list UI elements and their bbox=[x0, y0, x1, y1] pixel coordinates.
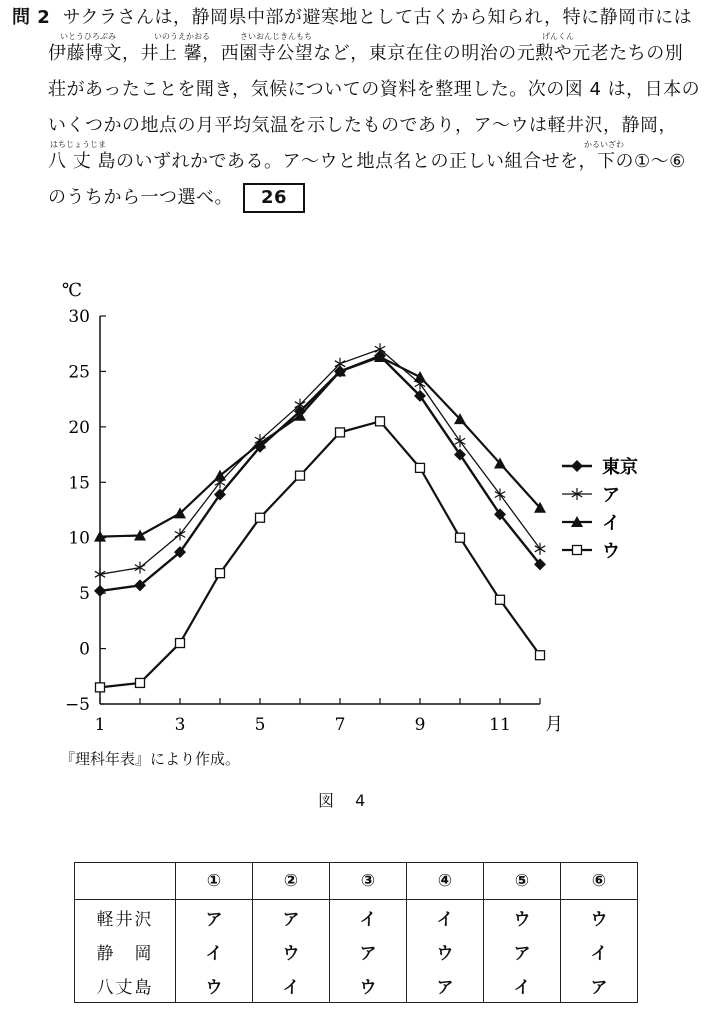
table-cell: イ bbox=[330, 900, 407, 935]
x-tick-label: 9 bbox=[414, 715, 426, 735]
answer-table bbox=[74, 862, 638, 1003]
temperature-line-chart bbox=[0, 268, 722, 743]
data-point bbox=[416, 463, 425, 472]
x-tick-label: 11 bbox=[489, 715, 511, 735]
data-point bbox=[96, 683, 105, 692]
table-cell: ア bbox=[253, 900, 330, 935]
table-cell: ウ bbox=[484, 900, 561, 935]
chart-axes bbox=[100, 316, 540, 704]
series-line bbox=[100, 421, 540, 687]
ruby-text: げんくん bbox=[542, 32, 574, 41]
legend-entry bbox=[562, 513, 620, 534]
x-axis-label: 月 bbox=[545, 714, 563, 735]
table-header-cell: ⑤ bbox=[484, 863, 561, 900]
y-tick-label: 30 bbox=[68, 307, 90, 327]
data-point bbox=[376, 417, 385, 426]
data-point bbox=[414, 371, 426, 382]
series-0 bbox=[94, 350, 546, 597]
question-line-text: 八 丈 島のいずれかである。ア～ウと地点名との正しい組合せを，下の①～⑥ bbox=[48, 151, 686, 172]
table-header-cell bbox=[75, 863, 176, 900]
table-header-cell: ⑥ bbox=[561, 863, 638, 900]
ruby-text: いのうえかおる bbox=[154, 32, 210, 41]
table-cell: ア bbox=[561, 968, 638, 1003]
data-point bbox=[216, 569, 225, 578]
table-cell: イ bbox=[176, 934, 253, 968]
table-cell: ウ bbox=[407, 934, 484, 968]
question-line bbox=[12, 72, 712, 108]
x-tick-label: 7 bbox=[334, 715, 346, 735]
data-point bbox=[456, 533, 465, 542]
table-header-cell: ③ bbox=[330, 863, 407, 900]
series-1 bbox=[95, 343, 545, 580]
series-line bbox=[100, 356, 540, 591]
legend-label: ア bbox=[602, 485, 620, 506]
table-cell: イ bbox=[561, 934, 638, 968]
data-point bbox=[336, 428, 345, 437]
table-row bbox=[75, 900, 638, 935]
ruby-text: はちじょうじま bbox=[50, 140, 106, 149]
data-point bbox=[296, 471, 305, 480]
table-row bbox=[75, 934, 638, 968]
x-tick-label: 3 bbox=[174, 715, 186, 735]
question-line-text: 伊藤博文，井上 馨，西園寺公望など，東京在住の明治の元勲や元老たちの別 bbox=[48, 43, 684, 64]
figure-caption: 図 4 bbox=[318, 791, 374, 810]
legend-marker bbox=[573, 546, 582, 555]
table-row bbox=[75, 968, 638, 1003]
question-line bbox=[12, 140, 712, 180]
series-3 bbox=[96, 417, 545, 692]
table-cell: イ bbox=[484, 968, 561, 1003]
table-cell: ウ bbox=[176, 968, 253, 1003]
table-cell: ア bbox=[484, 934, 561, 968]
ruby-text: いとうひろぶみ bbox=[60, 32, 116, 41]
legend-entry bbox=[562, 456, 638, 478]
question-line-text: 荘があったことを聞き，気候についての資料を整理した。次の図 4 は，日本の bbox=[48, 79, 701, 100]
table-header-cell: ④ bbox=[407, 863, 484, 900]
table-cell: ウ bbox=[561, 900, 638, 935]
table-cell: ア bbox=[330, 934, 407, 968]
question-label: 問 2 bbox=[12, 7, 51, 28]
x-tick-label: 1 bbox=[94, 715, 106, 735]
data-point bbox=[176, 639, 185, 648]
table-row-label: 八丈島 bbox=[75, 968, 176, 1003]
answer-table-header-row bbox=[75, 863, 638, 900]
data-point bbox=[496, 595, 505, 604]
question-line-text: サクラさんは，静岡県中部が避寒地として古くから知られ，特に静岡市には bbox=[62, 7, 693, 28]
table-header-cell: ① bbox=[176, 863, 253, 900]
legend-entry bbox=[562, 541, 620, 562]
y-tick-label: 20 bbox=[68, 417, 90, 438]
legend-label: 東京 bbox=[602, 457, 638, 478]
table-header-cell: ② bbox=[253, 863, 330, 900]
table-row-label: 軽井沢 bbox=[75, 900, 176, 935]
question-line-text: いくつかの地点の月平均気温を示したものであり，ア～ウは軽井沢，静岡， bbox=[48, 115, 677, 136]
question-text bbox=[12, 0, 712, 216]
legend-marker bbox=[571, 460, 583, 472]
table-cell: イ bbox=[407, 900, 484, 935]
x-tick-label: 5 bbox=[254, 715, 266, 735]
y-tick-label: 25 bbox=[68, 362, 90, 383]
legend-label: イ bbox=[602, 513, 620, 534]
y-tick-label: −5 bbox=[64, 695, 90, 715]
y-tick-label: 10 bbox=[68, 528, 90, 549]
answer-number-box: 26 bbox=[243, 183, 305, 213]
y-tick-label: 0 bbox=[79, 639, 90, 660]
data-point bbox=[536, 651, 545, 660]
table-row-label: 静 岡 bbox=[75, 934, 176, 968]
table-cell: イ bbox=[253, 968, 330, 1003]
table-cell: ウ bbox=[330, 968, 407, 1003]
series-2 bbox=[94, 351, 546, 542]
y-tick-label: 5 bbox=[79, 584, 90, 605]
question-line bbox=[12, 108, 712, 144]
question-line bbox=[12, 0, 712, 36]
legend-entry bbox=[562, 485, 620, 506]
question-line-text: のうちから一つ選べ。 bbox=[48, 187, 233, 208]
legend-label: ウ bbox=[602, 541, 620, 562]
data-point bbox=[256, 513, 265, 522]
data-point bbox=[136, 678, 145, 687]
y-tick-label: 15 bbox=[68, 473, 90, 494]
table-cell: ウ bbox=[253, 934, 330, 968]
ruby-text: さいおんじきんもち bbox=[240, 32, 312, 41]
table-cell: ア bbox=[407, 968, 484, 1003]
table-cell: ア bbox=[176, 900, 253, 935]
source-note: 『理科年表』により作成。 bbox=[60, 750, 241, 768]
data-point bbox=[94, 585, 106, 597]
chart-legend bbox=[562, 456, 638, 562]
question-line bbox=[12, 32, 712, 72]
series-line bbox=[100, 349, 540, 574]
chart-series-layer bbox=[94, 343, 546, 692]
question-line bbox=[12, 180, 712, 216]
ruby-text: かるいざわ bbox=[584, 140, 624, 149]
chart-ticks bbox=[62, 280, 563, 735]
y-axis-label: ℃ bbox=[61, 280, 83, 301]
